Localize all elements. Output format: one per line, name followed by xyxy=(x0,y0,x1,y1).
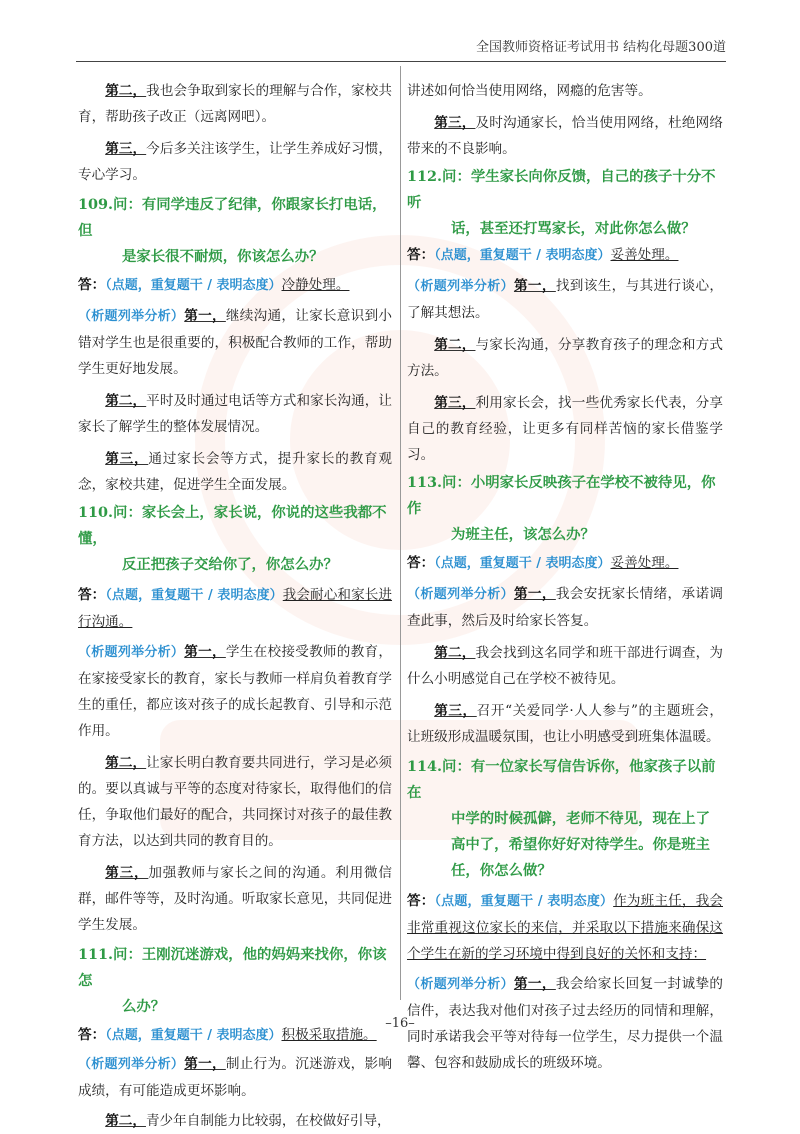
question-110: 110.问：家长会上，家长说，你说的这些我都不懂， 反正把孩子交给你了，你怎么办？ xyxy=(78,504,387,573)
running-header: 全国教师资格证考试用书 结构化母题300道 xyxy=(476,40,726,55)
header-rule xyxy=(76,61,726,62)
paragraph: 第三，召开“关爱同学·人人参与”的主题班会，让班级形成温暖氛围，也让小明感受到班集体温暖。 xyxy=(407,703,723,745)
question-112: 112.问：学生家长向你反馈，自己的孩子十分不听 话，甚至还打骂家长，对此你怎么做？ xyxy=(407,168,716,237)
answer-111: 答：（点题，重复题干 / 表明态度）积极采取措施。 xyxy=(78,1027,377,1043)
paragraph: （析题列举分析）第一，我会给家长回复一封诚挚的信件，表达我对他们对孩子过去经历的同情和理解，同时承诺我会平等对待每一位学生，尽力提供一个温馨、包容和鼓励成长的班级环境。 xyxy=(407,976,724,1071)
paragraph: （析题列举分析）第一，制止行为。沉迷游戏，影响成绩，有可能造成更坏影响。 xyxy=(78,1056,393,1099)
answer-113: 答：（点题，重复题干 / 表明态度）妥善处理。 xyxy=(407,555,679,571)
answer-114: 答：（点题，重复题干 / 表明态度）作为班主任，我会非常重视这位家长的来信，并采取以下措施来确保这个学生在新的学习环境中得到良好的关怀和支持： xyxy=(407,893,723,962)
paragraph: 第三，加强教师与家长之间的沟通。利用微信群，邮件等等，及时沟通。听取家长意见，共同促进学生发展。 xyxy=(78,865,392,933)
right-column xyxy=(407,78,723,1076)
paragraph: 第二，青少年自制能力比较弱，在校做好引导， xyxy=(105,1113,391,1129)
paragraph: 第三，通过家长会等方式，提升家长的教育观念，家校共建，促进学生全面发展。 xyxy=(78,451,392,493)
paragraph: （析题列举分析）第一，学生在校接受教师的教育，在家接受家长的教育，家长与教师一样肩负着教育学生的重任，都应该对孩子的成长起教育、引导和示范作用。 xyxy=(78,644,393,739)
paragraph: 第三，利用家长会，找一些优秀家长代表，分享自己的教育经验，让更多有同样苦恼的家长借鉴学习。 xyxy=(407,395,724,463)
paragraph: 第二，我会找到这名同学和班干部进行调查，为什么小明感觉自己在学校不被待见。 xyxy=(407,645,724,687)
paragraph: 第二，与家长沟通，分享教育孩子的理念和方式方法。 xyxy=(407,337,724,379)
question-113: 113.问：小明家长反映孩子在学校不被待见，你作 为班主任，该怎么办？ xyxy=(407,474,716,543)
question-109: 109.问：有同学违反了纪律，你跟家长打电话，但 是家长很不耐烦，你该怎么办？ xyxy=(78,196,387,265)
answer-112: 答：（点题，重复题干 / 表明态度）妥善处理。 xyxy=(407,247,679,263)
page-number: –16– xyxy=(385,1016,415,1031)
answer-109: 答：（点题，重复题干 / 表明态度）冷静处理。 xyxy=(78,277,350,293)
column-divider xyxy=(400,66,401,1000)
paragraph: 第二，让家长明白教育要共同进行，学习是必须的。要以真诚与平等的态度对待家长，取得他们的信任，争取他们最好的配合，共同探讨对孩子的最佳教育方法，以达到共同的教育目的。 xyxy=(78,755,393,849)
paragraph: 第三，及时沟通家长，恰当使用网络，杜绝网络带来的不良影响。 xyxy=(407,115,724,157)
paragraph: 第二，我也会争取到家长的理解与合作，家校共育，帮助孩子改正（远离网吧）。 xyxy=(78,83,393,125)
paragraph: （析题列举分析）第一，我会安抚家长情绪，承诺调查此事，然后及时给家长答复。 xyxy=(407,586,724,629)
paragraph: （析题列举分析）第一，找到该生，与其进行谈心，了解其想法。 xyxy=(407,278,724,321)
question-111: 111.问：王刚沉迷游戏，他的妈妈来找你，你该怎 么办？ xyxy=(78,946,387,1015)
paragraph: 第二，平时及时通过电话等方式和家长沟通，让家长了解学生的整体发展情况。 xyxy=(78,393,393,435)
paragraph: 讲述如何恰当使用网络，网瘾的危害等。 xyxy=(407,83,652,99)
paragraph: 第三，今后多关注该学生，让学生养成好习惯，专心学习。 xyxy=(78,141,393,183)
paragraph: （析题列举分析）第一，继续沟通，让家长意识到小错对学生也是很重要的，积极配合教师的工作，帮助学生更好地发展。 xyxy=(78,308,393,377)
left-column xyxy=(78,78,392,1134)
question-114: 114.问：有一位家长写信告诉你，他家孩子以前在 中学的时候孤僻，老师不待见，现在上了 高中了，希望你好好对待学生。你是班主 任，你怎么做？ xyxy=(407,758,716,879)
answer-110: 答：（点题，重复题干 / 表明态度）我会耐心和家长进行沟通。 xyxy=(78,587,393,630)
